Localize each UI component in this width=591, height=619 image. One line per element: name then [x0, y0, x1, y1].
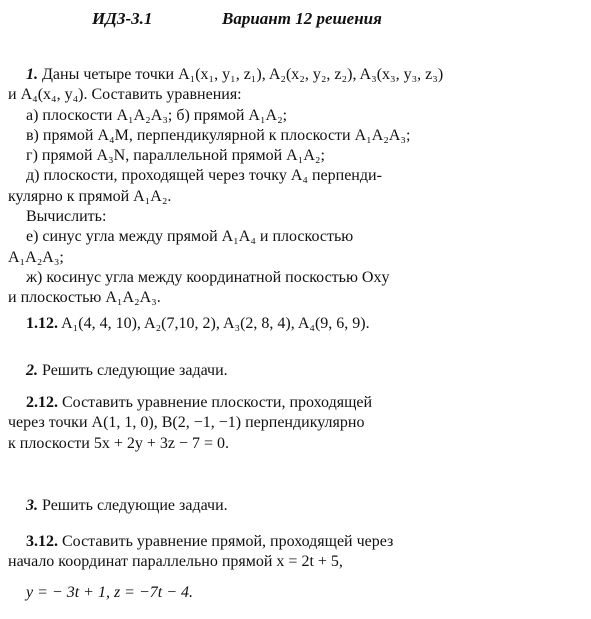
task-1-line-9: е) синус угла между прямой A₁A₄ и плоскостью: [26, 228, 354, 246]
task-1-line-7: кулярно к прямой A₁A₂.: [8, 187, 172, 205]
task-1-line-6: д) плоскости, проходящей через точку A₄ перпенди-: [26, 167, 382, 185]
variant-3-line-1: Составить уравнение прямой, проходящей через: [62, 533, 394, 550]
task-1: [8, 65, 580, 309]
task-3: [8, 496, 580, 516]
variant-2-number: 2.12.: [26, 394, 58, 411]
task-1-line-1: 1. Даны четыре точки A₁(x₁, y₁, z₁), A₂(x₂, y₂, z₂), A₃(x₃, y₃, z₃): [26, 66, 444, 83]
variant-3-line-3: y = − 3t + 1, z = −7t − 4.: [26, 583, 193, 601]
task-1-line-12: и плоскостью A₁A₂A₃.: [8, 289, 161, 307]
task-1-line-8: Вычислить:: [26, 208, 107, 226]
header-variant: Вариант 12 решения: [222, 9, 382, 28]
variant-2-12: [8, 393, 580, 454]
header-title: ИДЗ-3.1: [92, 9, 153, 28]
variant-3-number: 3.12.: [26, 533, 58, 550]
task-1-line-4: в) прямой A₄M, перпендикулярной к плоскости A₁A₂A₃;: [26, 126, 411, 144]
task-2-number: 2.: [26, 362, 38, 379]
variant-3-line-2: начало координат параллельно прямой x = 2t + 5,: [8, 553, 343, 571]
task-3-number: 3.: [26, 497, 38, 514]
task-1-number: 1.: [26, 66, 38, 83]
variant-2-line-1: Составить уравнение плоскости, проходящей: [62, 394, 373, 411]
task-1-line-11: ж) косинус угла между координатной поскостью Oxy: [26, 268, 390, 286]
task-1-line-2: и A₄(x₄, y₄). Составить уравнения:: [8, 86, 242, 104]
variant-2-line-3: к плоскости 5x + 2y + 3z − 7 = 0.: [8, 434, 230, 452]
task-2: [8, 361, 580, 381]
variant-2-line-2: через точки A(1, 1, 0), B(2, −1, −1) перпендикулярно: [8, 414, 365, 432]
variant-3-12: [8, 532, 580, 603]
variant-1-points: A₁(4, 4, 10), A₂(7,10, 2), A₃(2, 8, 4), A₄(9, 6, 9).: [61, 315, 370, 332]
task-1-line-10: A₁A₂A₃;: [8, 248, 64, 266]
task-3-text: Решить следующие задачи.: [42, 497, 228, 514]
variant-1-number: 1.12.: [26, 315, 58, 332]
task-2-text: Решить следующие задачи.: [42, 362, 228, 379]
task-1-line-5: г) прямой A₃N, параллельной прямой A₁A₂;: [26, 147, 325, 165]
task-1-line-3: а) плоскости A₁A₂A₃; б) прямой A₁A₂;: [26, 106, 288, 124]
variant-1-12: [8, 314, 580, 334]
